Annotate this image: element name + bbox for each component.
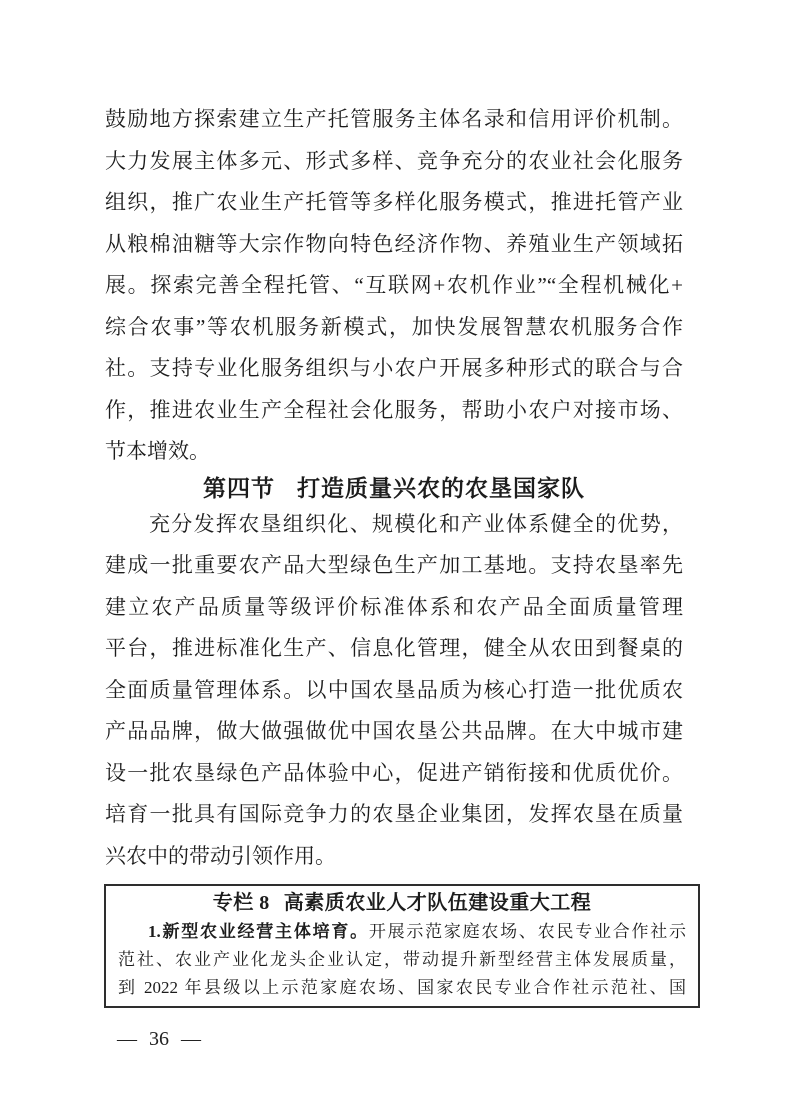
- text-line: 平台，推进标准化生产、信息化管理，健全从农田到餐桌的: [105, 636, 683, 660]
- text-line: 产品品牌，做大做强做优中国农垦公共品牌。在大中城市建: [105, 719, 683, 743]
- callout-text-line: [118, 918, 686, 946]
- section-title: 打造质量兴农的农垦国家队: [297, 475, 585, 501]
- callout-box-label: 专栏 8: [212, 892, 270, 914]
- callout-item-lead: 1.新型农业经营主体培育。: [148, 922, 369, 941]
- text-line: 综合农事”等农机服务新模式，加快发展智慧农机服务合作: [105, 314, 683, 339]
- text-line: 全面质量管理体系。以中国农垦品质为核心打造一批优质农: [105, 677, 683, 702]
- text-line: 社。支持专业化服务组织与小农户开展多种形式的联合与合: [105, 356, 683, 380]
- section-number: 第四节: [203, 475, 275, 501]
- callout-text-line: 范社、农业产业化龙头企业认定，带动提升新型经营主体发展质量，: [118, 950, 686, 969]
- text-line: 鼓励地方探索建立生产托管服务主体名录和信用评价机制。: [105, 107, 683, 131]
- text-line: 建成一批重要农产品大型绿色生产加工基地。支持农垦率先: [105, 553, 683, 577]
- paragraph-service-models: [105, 99, 683, 473]
- text-line: 组织，推广农业生产托管等多样化服务模式，推进托管产业: [105, 190, 683, 214]
- callout-box-title: [118, 889, 686, 918]
- page-number: — 36 —: [117, 1028, 201, 1050]
- callout-box-title-text: 高素质农业人才队伍建设重大工程: [283, 892, 592, 914]
- text-line: 培育一批具有国际竞争力的农垦企业集团，发挥农垦在质量: [105, 802, 683, 826]
- text-line: 建立农产品质量等级评价标准体系和农产品全面质量管理: [105, 594, 683, 619]
- text-line: 作，推进农业生产全程社会化服务，帮助小农户对接市场、: [105, 397, 683, 422]
- text-line: 展。探索完善全程托管、“互联网+农机作业”“全程机械化+: [105, 273, 683, 297]
- callout-box-zhuanlan-8: [104, 884, 700, 1008]
- callout-item-rest: 开展示范家庭农场、农民专业合作社示: [368, 922, 687, 941]
- page-body: [105, 99, 683, 877]
- callout-text-line: 到 2022 年县级以上示范家庭农场、国家农民专业合作社示范社、国: [118, 978, 686, 997]
- text-line: 设一批农垦绿色产品体验中心，促进产销衔接和优质优价。: [105, 760, 683, 785]
- text-line: 充分发挥农垦组织化、规模化和产业体系健全的优势，: [149, 511, 683, 536]
- text-line: 兴农中的带动引领作用。: [105, 843, 336, 868]
- text-line: 大力发展主体多元、形式多样、竞争充分的农业社会化服务: [105, 148, 683, 173]
- text-line: 从粮棉油糖等大宗作物向特色经济作物、养殖业生产领域拓: [105, 231, 683, 256]
- section-heading: [105, 473, 683, 504]
- paragraph-nongken-quality: [105, 504, 683, 878]
- text-line: 节本增效。: [105, 439, 210, 463]
